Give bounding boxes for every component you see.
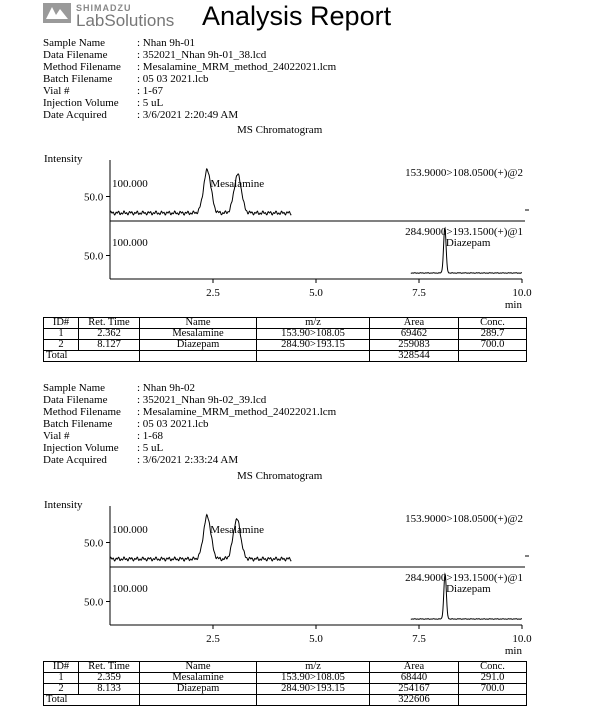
meta-value: : 3/6/2021 2:20:49 AM (137, 109, 239, 121)
meta-value: : Mesalamine_MRM_method_24022021.lcm (137, 406, 337, 418)
cell-mz: 153.90>108.05 (257, 673, 370, 684)
intensity-label: Intensity (44, 153, 83, 165)
cell-conc: 700.0 (459, 684, 527, 695)
brand-main: LabSolutions (76, 11, 175, 30)
cell-id: 1 (44, 673, 79, 684)
table-row (44, 340, 527, 351)
chromatogram-2 (0, 506, 600, 656)
cell-ret-time: 8.127 (79, 340, 140, 351)
cell-name: Diazepam (140, 340, 257, 351)
sample-1-meta (43, 37, 443, 123)
meta-label: Date Acquired (43, 109, 107, 121)
table-row (44, 684, 527, 695)
col-ret-time: Ret. Time (79, 662, 140, 673)
col-id: ID# (44, 318, 79, 329)
chromatogram-title: MS Chromatogram (237, 124, 323, 136)
total-label: Total (44, 351, 140, 362)
cell-area: 254167 (370, 684, 459, 695)
cell-empty (459, 695, 527, 706)
col-area: Area (370, 662, 459, 673)
total-area: 322606 (370, 695, 459, 706)
table-header-row (44, 662, 527, 673)
channel-label: 153.9000>108.0500(+)@2 (405, 167, 523, 179)
table-header-row (44, 318, 527, 329)
meta-label: Sample Name (43, 382, 106, 394)
scale-label: 100.000 (112, 583, 148, 595)
meta-label: Injection Volume (43, 442, 119, 454)
table-total-row (44, 351, 527, 362)
meta-label: Vial # (43, 85, 70, 97)
table-row (44, 673, 527, 684)
x-tick-label: 7.5 (412, 633, 426, 645)
peak-label: Diazepam (445, 237, 491, 249)
meta-label: Data Filename (43, 49, 108, 61)
total-label: Total (44, 695, 140, 706)
cell-area: 68440 (370, 673, 459, 684)
peak-label: Diazepam (446, 583, 491, 595)
cell-empty (257, 351, 370, 362)
cell-empty (459, 351, 527, 362)
cell-area: 69462 (370, 329, 459, 340)
meta-value: : Nhan 9h-01 (137, 37, 196, 49)
meta-label: Injection Volume (43, 97, 119, 109)
shimadzu-logo-icon (42, 2, 72, 24)
peak-label: Mesalamine (210, 178, 265, 190)
meta-value: : 352021_Nhan 9h-02_39.lcd (137, 394, 267, 406)
cell-id: 1 (44, 329, 79, 340)
cell-name: Mesalamine (140, 329, 257, 340)
col-mz: m/z (257, 318, 370, 329)
meta-label: Date Acquired (43, 454, 107, 466)
meta-value: : Nhan 9h-02 (137, 382, 196, 394)
y-tick-label: 50.0 (84, 250, 104, 263)
table-total-row (44, 695, 527, 706)
meta-value: : 1-68 (137, 430, 163, 442)
y-tick-label: 50.0 (84, 596, 104, 609)
cell-ret-time: 2.362 (79, 329, 140, 340)
meta-value: : Mesalamine_MRM_method_24022021.lcm (137, 61, 337, 73)
meta-value: : 5 uL (137, 97, 164, 109)
channel-label: 284.9000>193.1500(+)@1 (405, 226, 523, 238)
channel-label: 284.9000>193.1500(+)@1 (405, 572, 523, 584)
x-axis-unit: min (504, 645, 522, 656)
cell-ret-time: 8.133 (79, 684, 140, 695)
cell-mz: 284.90>193.15 (257, 684, 370, 695)
sample-2-meta (43, 382, 443, 468)
x-tick-label: 5.0 (309, 287, 323, 299)
x-axis-unit: min (504, 299, 522, 310)
cell-conc: 289.7 (459, 329, 527, 340)
trace-line (110, 515, 291, 561)
meta-value: : 352021_Nhan 9h-01_38.lcd (137, 49, 267, 61)
x-tick-label: 7.5 (412, 287, 426, 299)
cell-area: 259083 (370, 340, 459, 351)
col-name: Name (140, 318, 257, 329)
results-table-2 (43, 661, 527, 706)
intensity-label: Intensity (44, 499, 83, 511)
cell-empty (140, 695, 257, 706)
meta-label: Batch Filename (43, 418, 113, 430)
col-conc: Conc. (459, 318, 527, 329)
cell-empty (140, 351, 257, 362)
x-tick-label: 2.5 (206, 633, 220, 645)
x-tick-label: 2.5 (206, 287, 220, 299)
meta-label: Vial # (43, 430, 70, 442)
peak-label: Mesalamine (210, 524, 264, 536)
report-title: Analysis Report (202, 1, 392, 31)
col-conc: Conc. (459, 662, 527, 673)
meta-value: : 5 uL (137, 442, 164, 454)
table-row (44, 329, 527, 340)
channel-label: 153.9000>108.0500(+)@2 (405, 513, 523, 525)
results-table-1 (43, 317, 527, 362)
cell-name: Mesalamine (140, 673, 257, 684)
col-name: Name (140, 662, 257, 673)
cell-id: 2 (44, 340, 79, 351)
cell-conc: 291.0 (459, 673, 527, 684)
y-tick-label: 50.0 (84, 537, 104, 550)
meta-label: Data Filename (43, 394, 108, 406)
meta-label: Sample Name (43, 37, 106, 49)
meta-value: : 05 03 2021.lcb (137, 418, 209, 430)
meta-label: Batch Filename (43, 73, 113, 85)
col-id: ID# (44, 662, 79, 673)
scale-label: 100.000 (112, 524, 148, 536)
cell-empty (257, 695, 370, 706)
trace-line (110, 169, 291, 215)
chromatogram-title: MS Chromatogram (237, 470, 323, 482)
meta-value: : 05 03 2021.lcb (137, 73, 209, 85)
cell-conc: 700.0 (459, 340, 527, 351)
x-tick-label: 5.0 (309, 633, 323, 645)
scale-label: 100.000 (112, 178, 148, 190)
cell-ret-time: 2.359 (79, 673, 140, 684)
meta-label: Method Filename (43, 61, 121, 73)
cell-mz: 153.90>108.05 (257, 329, 370, 340)
x-tick-label: 10.0 (512, 287, 532, 299)
x-tick-label: 10.0 (512, 633, 532, 645)
col-area: Area (370, 318, 459, 329)
chromatogram-1 (0, 160, 600, 310)
scale-label: 100.000 (112, 237, 148, 249)
y-tick-label: 50.0 (84, 191, 104, 204)
meta-label: Method Filename (43, 406, 121, 418)
meta-value: : 1-67 (137, 85, 163, 97)
total-area: 328544 (370, 351, 459, 362)
col-mz: m/z (257, 662, 370, 673)
cell-mz: 284.90>193.15 (257, 340, 370, 351)
meta-value: : 3/6/2021 2:33:24 AM (137, 454, 239, 466)
col-ret-time: Ret. Time (79, 318, 140, 329)
cell-name: Diazepam (140, 684, 257, 695)
cell-id: 2 (44, 684, 79, 695)
brand-top: SHIMADZU (76, 3, 132, 13)
